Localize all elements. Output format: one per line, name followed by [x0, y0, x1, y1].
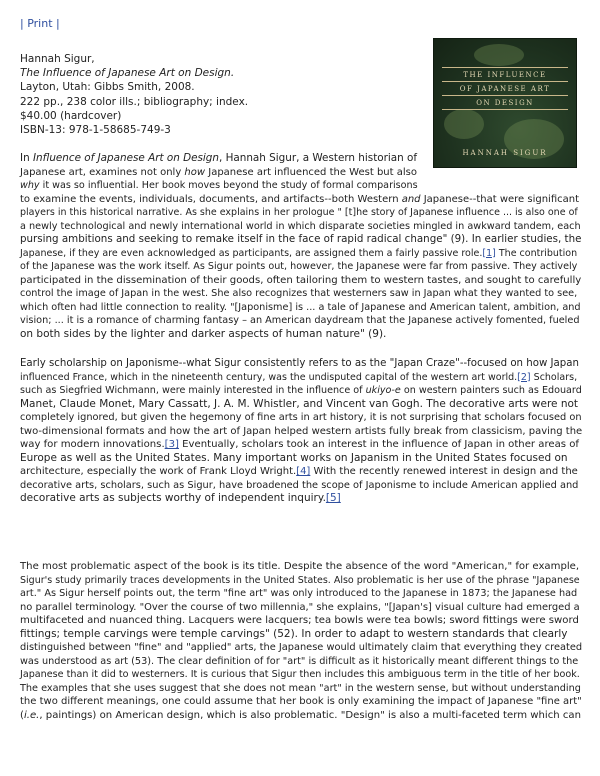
- paragraph-intro: [20, 193, 582, 342]
- text-line: Sigur's study primarily traces developments in the United States. Also problematic is her use of the phrase "Japanese: [20, 574, 580, 586]
- paragraph-scholarship: [20, 357, 582, 506]
- bibliographic-info: [20, 52, 248, 137]
- text-line: architecture, especially the work of Frank Lloyd Wright.[4] With the recently renewed interest in design and the: [20, 466, 578, 477]
- footnote-link[interactable]: [3]: [164, 439, 179, 450]
- cover-title-line: OF JAPANESE ART: [459, 85, 551, 93]
- book-cover-image: [433, 38, 577, 168]
- text-line: Japanese, if they are even acknowledged as participants, are assigned them a fairly passive role.[1] The contribution: [20, 247, 578, 259]
- book-pages: 222 pp., 238 color ills.; bibliography; index.: [20, 95, 249, 108]
- print-link[interactable]: Print: [27, 17, 53, 30]
- text-line: a newly technological and newly international world in which disparate societies mingled in awkward tandem, each: [20, 220, 581, 232]
- cover-title-line: THE INFLUENCE: [463, 71, 547, 79]
- text-line: of the Japanese was the work itself. As Sigur points out, however, the Japanese were far from passive. They actively: [20, 261, 578, 272]
- text-line: fittings; temple carvings were temple carvings" (52). In order to adapt to western standards that clearly: [20, 627, 568, 640]
- text-line: multifaceted and nuanced thing. Lacquers were lacquers; tea bowls were tea bowls; sword fittings were sword: [20, 615, 579, 626]
- cover-decoration: [444, 109, 484, 139]
- text-line: The most problematic aspect of the book is its title. Despite the absence of the word "American," for example,: [20, 561, 580, 572]
- footnote-link[interactable]: [5]: [325, 492, 341, 504]
- cover-rule: [442, 109, 568, 110]
- text-line: (i.e., paintings) on American design, which is also problematic. "Design" is also a multi-faceted term which can: [20, 709, 581, 721]
- footnote-link[interactable]: [1]: [482, 247, 496, 259]
- text-line: control the image of Japan in the west. She also recognizes that westerners saw in Japan what they wanted to see,: [20, 288, 578, 299]
- text-line: on both sides by the lighter and darker aspects of human nature" (9).: [20, 327, 387, 340]
- cover-rule: [442, 81, 568, 82]
- cover-rule: [442, 67, 568, 68]
- text-line: Japanese than it did to westerners. It is curious that Sigur then includes this ambiguous term in the title of her book.: [20, 669, 580, 680]
- text-line: two-dimensional formats and how the art of Japan helped western artists fully break from classicism, paving the: [20, 425, 583, 437]
- paragraph-title-critique: [20, 560, 582, 722]
- text-line: players in this historical narrative. As she explains in her prologue " [t]he story of Japanese influence ... is also one of: [20, 207, 578, 218]
- book-author: Hannah Sigur,: [20, 53, 95, 65]
- text-line: In Influence of Japanese Art on Design, Hannah Sigur, a Western historian of: [20, 152, 418, 164]
- text-line: pursing ambitions and seeking to remake itself in the face of rapid radical change" (9). In earlier studies, the: [20, 233, 582, 245]
- cover-decoration: [474, 44, 524, 66]
- text-line: was understood as art (53). The clear definition of for "art" is difficult as it historically meant different things to the: [20, 655, 579, 667]
- book-isbn: ISBN-13: 978-1-58685-749-3: [20, 124, 171, 137]
- book-publisher: Layton, Utah: Gibbs Smith, 2008.: [20, 81, 195, 94]
- text-line: participated in the dissemination of their goods, often tailoring them to western tastes, and sought to carefully: [20, 274, 582, 286]
- text-line: distinguished between "fine" and "applied" arts, the Japanese would ultimately claim that everything they created: [20, 642, 583, 653]
- cover-title-line: ON DESIGN: [476, 99, 534, 107]
- text-line: art." As Sigur herself points out, the term "fine art" was only introduced to the Japanese in 1873; the Japanese had: [20, 588, 578, 599]
- footnote-link[interactable]: [4]: [296, 466, 311, 477]
- text-line: influenced France, which in the nineteenth century, was the undisputed capital of the western art world.[2] Scholars,: [20, 371, 578, 383]
- text-line: vision; ... it is a romance of charming fantasy – an American daydream that the Japanese actively fomented, fueled: [20, 315, 580, 326]
- book-price: $40.00 (hardcover): [20, 109, 122, 122]
- cover-rule: [442, 95, 568, 96]
- text-line: why it was so influential. Her book moves beyond the study of formal comparisons: [20, 180, 418, 191]
- text-line: decorative arts, scholars, such as Sigur, have broadened the scope of Japonisme to include American applied and: [20, 479, 579, 491]
- text-line: Early scholarship on Japonisme--what Sigur consistently refers to as the "Japan Craze"--focused on how Japan: [20, 358, 579, 369]
- separator: |: [56, 17, 60, 30]
- text-line: which often had little connection to reality. "[Japonisme] is ... a tale of Japanese and American talent, ambition, and: [20, 301, 581, 313]
- text-line: no parallel terminology. "Over the course of two millennia," she explains, "[Japan's] visual culture had emerged a: [20, 601, 580, 613]
- book-title: The Influence of Japanese Art on Design.: [20, 67, 235, 80]
- text-line: The examples that she uses suggest that she does not mean "art" in the western sense, but without understanding: [20, 682, 581, 694]
- footnote-link[interactable]: [2]: [517, 371, 531, 383]
- text-line: Europe as well as the United States. Many important works on Japanism in the United States focused on: [20, 451, 568, 464]
- text-line: the two different meanings, one could assume that her book is only examining the impact of Japanese "fine art": [20, 696, 582, 707]
- text-line: decorative arts as subjects worthy of independent inquiry.[5]: [20, 492, 341, 504]
- separator: |: [20, 17, 24, 30]
- cover-author: HANNAH SIGUR: [462, 149, 548, 157]
- paragraph-intro-wrapped: [20, 152, 420, 193]
- print-toolbar: [20, 17, 60, 30]
- text-line: such as Siegfried Wichmann, were mainly interested in the influence of ukiyo-e on western painters such as Edouard: [20, 385, 582, 396]
- text-line: to examine the events, individuals, documents, and artifacts--both Western and Japanese--that were significant: [20, 193, 580, 205]
- text-line: Manet, Claude Monet, Mary Cassatt, J. A. M. Whistler, and Vincent van Gogh. The decorative arts were not: [20, 397, 579, 410]
- text-line: completely ignored, but given the hegemony of fine arts in art history, it is not surprising that scholars focused on: [20, 412, 582, 423]
- text-line: Japanese art, examines not only how Japanese art influenced the West but also: [20, 166, 417, 178]
- text-line: way for modern innovations.[3] Eventually, scholars took an interest in the influence of Japan in other areas of: [20, 439, 579, 450]
